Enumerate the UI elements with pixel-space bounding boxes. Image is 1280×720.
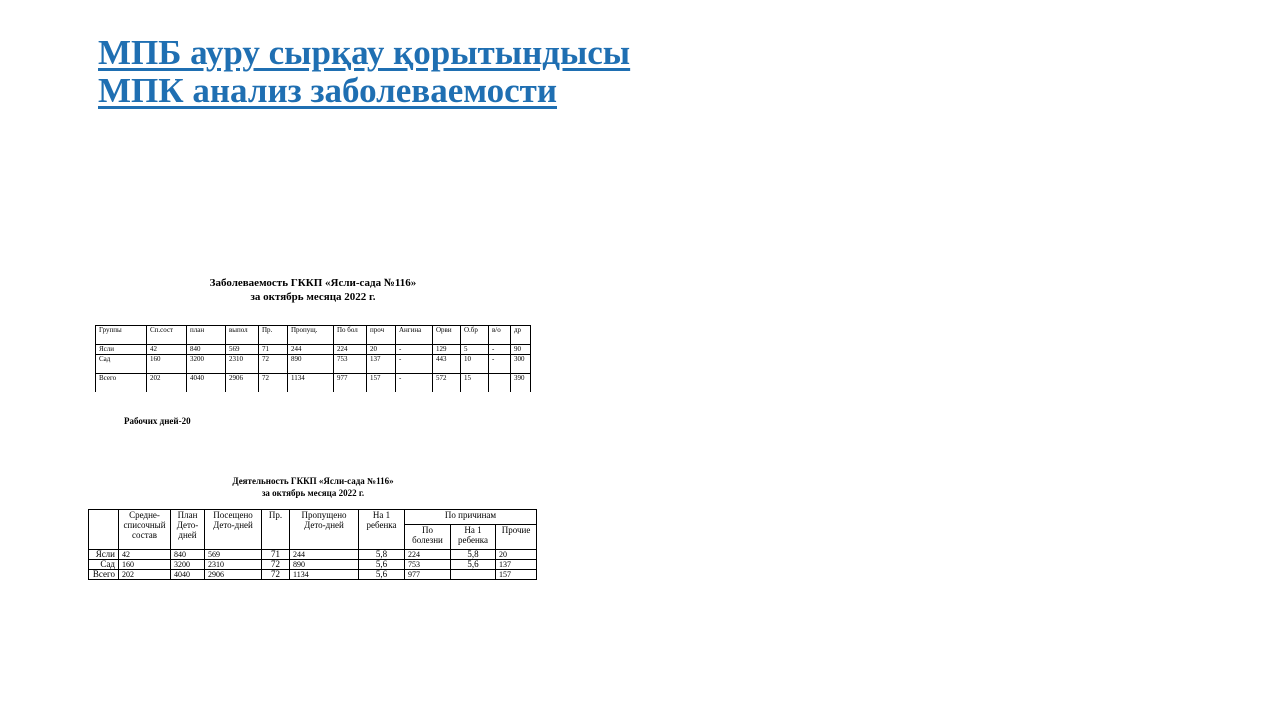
table1-caption-line2: за октябрь месяца 2022 г. <box>250 291 376 303</box>
row-label: Всего <box>89 570 119 580</box>
table-cell: Всего <box>96 374 147 393</box>
header-cell: По болезни <box>405 525 451 550</box>
table-cell: 977 <box>405 570 451 580</box>
table-cell: 4040 <box>187 374 226 393</box>
table-cell: 1134 <box>290 570 359 580</box>
header-cell: Орви <box>433 326 461 345</box>
table-cell: - <box>489 345 511 355</box>
table-cell: 202 <box>119 570 171 580</box>
table-cell: 753 <box>405 560 451 570</box>
table-cell: 2906 <box>226 374 259 393</box>
morbidity-table <box>95 325 531 392</box>
table-cell: - <box>396 355 433 374</box>
table-cell: 569 <box>226 345 259 355</box>
table-row <box>96 355 531 374</box>
header-cell: Пр. <box>262 510 290 550</box>
table-cell: 72 <box>259 374 288 393</box>
table-cell: 157 <box>496 570 537 580</box>
table1-caption-line1: Заболеваемость ГККП «Ясли-сада №116» <box>209 277 417 289</box>
table1-caption <box>160 276 466 304</box>
table-cell: 72 <box>259 355 288 374</box>
table-cell: 10 <box>461 355 489 374</box>
table-cell: 72 <box>262 560 290 570</box>
table-cell: 20 <box>496 550 537 560</box>
table-header-row <box>96 326 531 345</box>
table-cell: 2310 <box>226 355 259 374</box>
table-cell: 160 <box>119 560 171 570</box>
table-cell: 390 <box>511 374 531 393</box>
table-cell: 2310 <box>205 560 262 570</box>
table2-caption <box>188 475 438 499</box>
header-cell: По причинам <box>405 510 537 525</box>
table-cell: - <box>489 355 511 374</box>
header-cell: план <box>187 326 226 345</box>
table-cell: 890 <box>290 560 359 570</box>
table-cell: 3200 <box>171 560 205 570</box>
table-cell: 71 <box>259 345 288 355</box>
header-cell: выпол <box>226 326 259 345</box>
table-cell: 5,6 <box>359 560 405 570</box>
table-cell: 137 <box>367 355 396 374</box>
table-cell: 2906 <box>205 570 262 580</box>
table-cell: 42 <box>147 345 187 355</box>
header-cell: Пропущено Дето-дней <box>290 510 359 550</box>
table-cell: 890 <box>288 355 334 374</box>
table2-caption-line2: за октябрь месяца 2022 г. <box>261 488 365 498</box>
header-cell: По бол <box>334 326 367 345</box>
table-cell: 244 <box>288 345 334 355</box>
table-cell: 4040 <box>171 570 205 580</box>
table-cell: 569 <box>205 550 262 560</box>
table-row <box>96 345 531 355</box>
header-cell: Средне-списочный состав <box>119 510 171 550</box>
table-cell: 244 <box>290 550 359 560</box>
table-cell: - <box>396 345 433 355</box>
table-cell: 15 <box>461 374 489 393</box>
header-cell: Прочие <box>496 525 537 550</box>
table2-caption-line1: Деятельность ГККП «Ясли-сада №116» <box>232 476 394 486</box>
header-cell: проч <box>367 326 396 345</box>
row-label-header <box>89 510 119 550</box>
table-cell <box>489 374 511 393</box>
header-cell: План Дето-дней <box>171 510 205 550</box>
working-days-note: Рабочих дней-20 <box>124 416 191 426</box>
table-cell: 5,6 <box>451 560 496 570</box>
page-title <box>98 34 630 110</box>
header-cell: На 1 ребенка <box>451 525 496 550</box>
table-cell: 137 <box>496 560 537 570</box>
table-row <box>89 570 537 580</box>
table-cell: 5 <box>461 345 489 355</box>
table-header-row <box>89 510 537 525</box>
table-cell: 42 <box>119 550 171 560</box>
table-cell: 572 <box>433 374 461 393</box>
table-cell: 840 <box>187 345 226 355</box>
table-cell: - <box>396 374 433 393</box>
table-cell: 840 <box>171 550 205 560</box>
table-cell: 5,8 <box>451 550 496 560</box>
table-cell: 129 <box>433 345 461 355</box>
row-label: Сад <box>89 560 119 570</box>
table-row <box>96 374 531 393</box>
table-cell: 90 <box>511 345 531 355</box>
table-cell: 157 <box>367 374 396 393</box>
header-cell: Пропущ. <box>288 326 334 345</box>
table-cell: 753 <box>334 355 367 374</box>
header-cell: др <box>511 326 531 345</box>
row-label: Ясли <box>89 550 119 560</box>
header-cell: Сп.сост <box>147 326 187 345</box>
table-cell: 977 <box>334 374 367 393</box>
table-row <box>89 550 537 560</box>
header-cell: в/о <box>489 326 511 345</box>
header-cell: На 1 ребенка <box>359 510 405 550</box>
table-cell <box>451 570 496 580</box>
table-cell: Ясли <box>96 345 147 355</box>
table-row <box>89 560 537 570</box>
activity-table <box>88 509 537 580</box>
table-cell: 443 <box>433 355 461 374</box>
header-cell: О.бр <box>461 326 489 345</box>
table-cell: 71 <box>262 550 290 560</box>
title-line-russian: МПК анализ заболеваемости <box>98 71 557 110</box>
header-cell: Посещено Дето-дней <box>205 510 262 550</box>
table-cell: 3200 <box>187 355 226 374</box>
table-cell: 160 <box>147 355 187 374</box>
table-cell: 5,6 <box>359 570 405 580</box>
table-cell: 300 <box>511 355 531 374</box>
header-cell: Ангина <box>396 326 433 345</box>
table-cell: 224 <box>334 345 367 355</box>
table-cell: 72 <box>262 570 290 580</box>
table-cell: 1134 <box>288 374 334 393</box>
header-cell: Пр. <box>259 326 288 345</box>
title-line-kazakh: МПБ ауру сырқау қорытындысы <box>98 33 631 72</box>
table-cell: 5,8 <box>359 550 405 560</box>
table-cell: 224 <box>405 550 451 560</box>
table-cell: 20 <box>367 345 396 355</box>
header-cell: Группы <box>96 326 147 345</box>
table-cell: Сад <box>96 355 147 374</box>
table-cell: 202 <box>147 374 187 393</box>
